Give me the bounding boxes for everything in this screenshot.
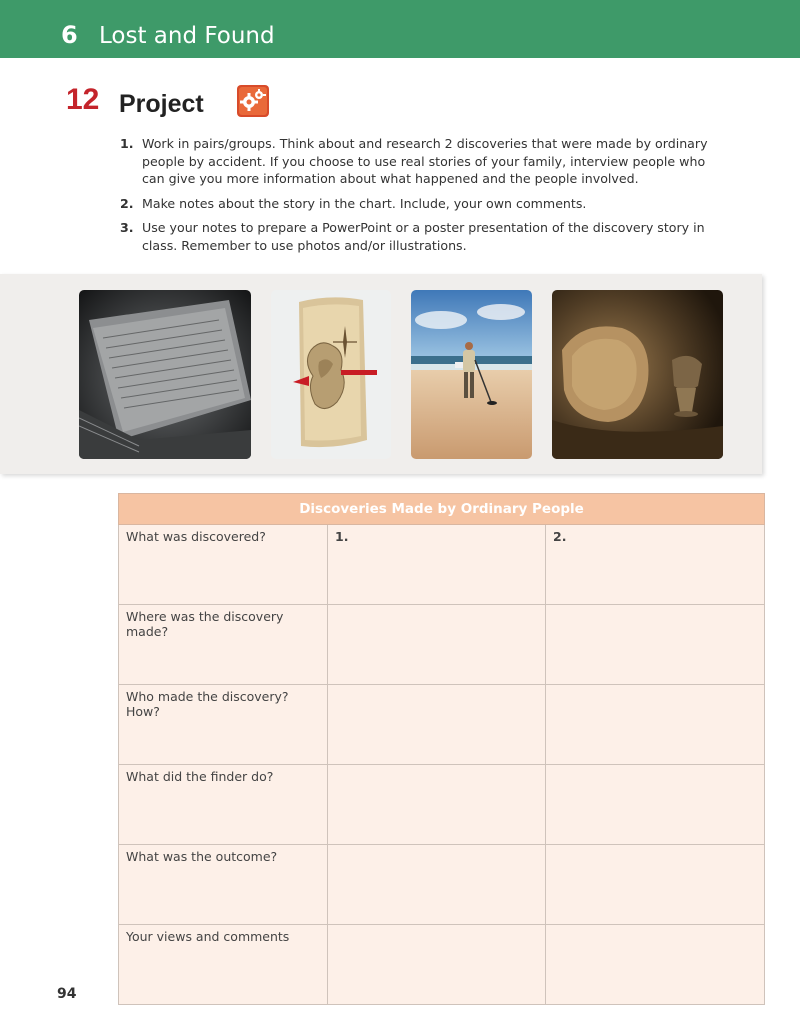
row-label: Who made the discovery? How? bbox=[119, 685, 328, 765]
table-row bbox=[119, 925, 765, 1005]
row-label: What was the outcome? bbox=[119, 845, 328, 925]
instruction-text: Work in pairs/groups. Think about and research 2 discoveries that were made by ordinary people by accident. If you choose to use real stories of your family, interview people who can give you more information about what happened and the people involved. bbox=[142, 136, 708, 186]
buried-treasure-photo bbox=[552, 290, 723, 459]
column-1-cell[interactable] bbox=[328, 845, 546, 925]
column-2-cell[interactable] bbox=[546, 925, 765, 1005]
column-2-cell[interactable] bbox=[546, 845, 765, 925]
instruction-item bbox=[120, 219, 730, 254]
section-title: Project bbox=[119, 90, 204, 118]
instruction-item bbox=[120, 195, 730, 213]
column-2-cell[interactable] bbox=[546, 765, 765, 845]
page-number: 94 bbox=[57, 986, 77, 1002]
instruction-text: Use your notes to prepare a PowerPoint or a poster presentation of the discovery story in class. Remember to use photos and/or illustrations. bbox=[142, 220, 705, 253]
row-label: What was discovered? bbox=[119, 525, 328, 605]
column-2-cell[interactable] bbox=[546, 605, 765, 685]
instruction-item bbox=[120, 135, 730, 188]
table-row bbox=[119, 845, 765, 925]
old-book-photo bbox=[79, 290, 251, 459]
instruction-number: 2. bbox=[120, 195, 134, 211]
instruction-text: Make notes about the story in the chart. Include, your own comments. bbox=[142, 195, 587, 211]
column-1-cell[interactable] bbox=[328, 925, 546, 1005]
unit-number: 6 bbox=[61, 21, 78, 49]
project-gears-icon bbox=[236, 84, 270, 118]
treasure-map-photo bbox=[271, 290, 391, 459]
chart-title: Discoveries Made by Ordinary People bbox=[119, 494, 765, 525]
table-row bbox=[119, 605, 765, 685]
discoveries-chart bbox=[118, 493, 765, 1005]
unit-header-bar bbox=[0, 0, 800, 58]
column-1-cell[interactable]: 1. bbox=[328, 525, 546, 605]
unit-title: Lost and Found bbox=[99, 23, 275, 49]
beach-detector-photo bbox=[411, 290, 532, 459]
column-1-cell[interactable] bbox=[328, 685, 546, 765]
table-row bbox=[119, 765, 765, 845]
table-row bbox=[119, 685, 765, 765]
table-row bbox=[119, 525, 765, 605]
instruction-list bbox=[120, 135, 730, 261]
instruction-number: 1. bbox=[120, 136, 134, 151]
column-1-cell[interactable] bbox=[328, 765, 546, 845]
column-2-cell[interactable]: 2. bbox=[546, 525, 765, 605]
column-2-cell[interactable] bbox=[546, 685, 765, 765]
instruction-number: 3. bbox=[120, 220, 134, 235]
section-number: 12 bbox=[66, 83, 100, 116]
row-label: Where was the discovery made? bbox=[119, 605, 328, 685]
row-label: Your views and comments bbox=[119, 925, 328, 1005]
row-label: What did the finder do? bbox=[119, 765, 328, 845]
column-1-cell[interactable] bbox=[328, 605, 546, 685]
